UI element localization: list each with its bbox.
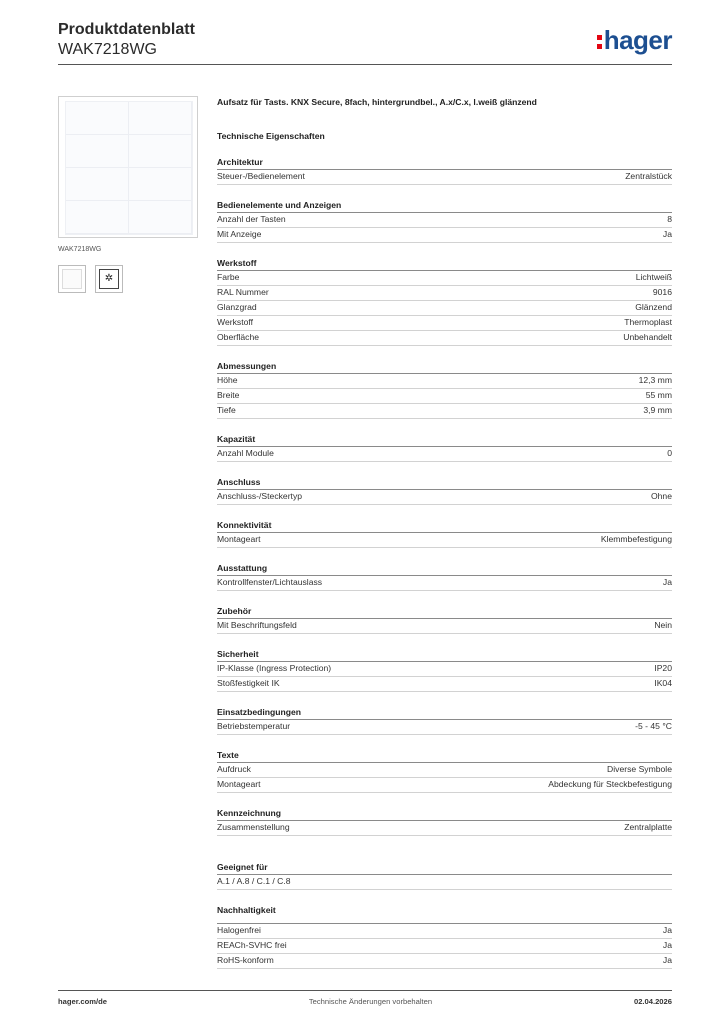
section-title: Einsatzbedingungen: [217, 707, 672, 720]
property-label: Halogenfrei: [217, 925, 261, 935]
property-section: [217, 200, 672, 243]
document-header: [58, 20, 195, 60]
property-row: [217, 389, 672, 404]
property-section: [217, 434, 672, 462]
property-row: [217, 301, 672, 316]
property-section: [217, 808, 672, 836]
product-description: Aufsatz für Tasts. KNX Secure, 8fach, hintergrundbel., A.x/C.x, l.weiß glänzend: [217, 97, 537, 107]
property-label: Zusammenstellung: [217, 822, 290, 832]
section-title: Abmessungen: [217, 361, 672, 374]
property-label: Werkstoff: [217, 317, 253, 327]
property-value: Zentralplatte: [624, 822, 672, 832]
property-row: [217, 924, 672, 939]
property-label: Stoßfestigkeit IK: [217, 678, 280, 688]
property-section: [217, 563, 672, 591]
property-row: [217, 374, 672, 389]
disclaimer: Technische Änderungen vorbehalten: [308, 997, 433, 1006]
property-row: [217, 228, 672, 243]
section-title: Sicherheit: [217, 649, 672, 662]
logo-text: hager: [603, 25, 672, 55]
property-value: Lichtweiß: [635, 272, 672, 282]
property-row: [217, 954, 672, 969]
property-label: Montageart: [217, 534, 261, 544]
property-section: [217, 157, 672, 185]
property-label: Montageart: [217, 779, 261, 789]
property-value: Glänzend: [635, 302, 672, 312]
property-row: [217, 576, 672, 591]
property-value: Ohne: [650, 491, 672, 501]
property-value: Ja: [662, 955, 672, 965]
property-section: [217, 750, 672, 793]
property-label: IP-Klasse (Ingress Protection): [217, 663, 332, 673]
property-value: Ja: [662, 925, 672, 935]
property-section: [217, 649, 672, 692]
section-title: Kennzeichnung: [217, 808, 672, 821]
technical-properties-heading: Technische Eigenschaften: [217, 131, 325, 141]
property-row: [217, 447, 672, 462]
property-row: [217, 533, 672, 548]
property-value: Thermoplast: [624, 317, 672, 327]
thumbnail-strip: [58, 265, 198, 293]
lamp-icon-thumbnail[interactable]: [95, 265, 123, 293]
product-plate-illustration: [65, 101, 193, 235]
property-row: [217, 286, 672, 301]
property-label: RAL Nummer: [217, 287, 269, 297]
page-title: Produktdatenblatt: [58, 21, 195, 38]
property-label: Anzahl der Tasten: [217, 214, 286, 224]
property-row: [217, 821, 672, 836]
product-image: [58, 96, 198, 238]
property-section: [217, 258, 672, 346]
property-row: [217, 490, 672, 505]
property-label: Oberfläche: [217, 332, 260, 342]
website-link[interactable]: hager.com/de: [58, 997, 107, 1006]
product-image-column: [58, 96, 198, 293]
property-label: RoHS-konform: [217, 955, 274, 965]
properties-column: [217, 96, 672, 969]
property-row: [217, 662, 672, 677]
property-row: [217, 720, 672, 735]
property-label: Anschluss-/Steckertyp: [217, 491, 303, 501]
property-value: Abdeckung für Steckbefestigung: [548, 779, 672, 789]
section-title: Ausstattung: [217, 563, 672, 576]
property-row: [217, 331, 672, 346]
property-row: [217, 939, 672, 954]
lamp-icon: ✲: [99, 269, 119, 289]
property-value: 8: [667, 214, 672, 224]
product-image-caption: WAK7218WG: [58, 246, 102, 253]
document-date: 02.04.2026: [633, 997, 672, 1006]
property-label: Aufdruck: [217, 764, 251, 774]
property-value: Ja: [662, 229, 672, 239]
property-value: Zentralstück: [625, 171, 672, 181]
property-section: [217, 606, 672, 634]
section-title: Nachhaltigkeit: [217, 905, 276, 915]
header-divider: [58, 64, 672, 65]
property-value: A.1 / A.8 / C.1 / C.8: [217, 876, 291, 886]
property-row: [217, 170, 672, 185]
section-title: Werkstoff: [217, 258, 672, 271]
property-row: [217, 271, 672, 286]
property-label: Glanzgrad: [217, 302, 257, 312]
property-value: 3,9 mm: [643, 405, 672, 415]
property-section: [217, 707, 672, 735]
property-value: Nein: [654, 620, 672, 630]
section-title: Geeignet für: [217, 862, 672, 875]
property-row: [217, 404, 672, 419]
property-row: [217, 619, 672, 634]
property-row: [217, 316, 672, 331]
property-value: -5 - 45 °C: [635, 721, 672, 731]
section-title: Kapazität: [217, 434, 672, 447]
section-title: Texte: [217, 750, 672, 763]
hager-logo: [597, 26, 672, 54]
property-value: Ja: [662, 940, 672, 950]
product-thumbnail[interactable]: [58, 265, 86, 293]
property-value: Unbehandelt: [623, 332, 672, 342]
property-value: 12,3 mm: [638, 375, 672, 385]
property-value: 55 mm: [645, 390, 672, 400]
property-label: Betriebstemperatur: [217, 721, 291, 731]
property-row: [217, 763, 672, 778]
property-row: [217, 677, 672, 692]
property-sections: [217, 157, 672, 836]
property-value: 0: [667, 448, 672, 458]
property-value: IP20: [654, 663, 672, 673]
section-title: Anschluss: [217, 477, 672, 490]
property-row: [217, 778, 672, 793]
section-title: Konnektivität: [217, 520, 672, 533]
property-value: Klemmbefestigung: [600, 534, 672, 544]
property-label: Kontrollfenster/Lichtauslass: [217, 577, 323, 587]
footer-divider: [58, 990, 672, 991]
property-label: Farbe: [217, 272, 240, 282]
footer: [58, 997, 672, 1006]
property-row: [217, 875, 672, 890]
property-label: Mit Anzeige: [217, 229, 262, 239]
section-sustainability: [217, 905, 672, 969]
property-label: Tiefe: [217, 405, 236, 415]
property-label: Anzahl Module: [217, 448, 274, 458]
property-section: [217, 520, 672, 548]
property-label: Steuer-/Bedienelement: [217, 171, 305, 181]
property-section: [217, 361, 672, 419]
section-title: Zubehör: [217, 606, 672, 619]
property-row: [217, 213, 672, 228]
property-value: 9016: [652, 287, 672, 297]
property-label: Breite: [217, 390, 240, 400]
property-value: IK04: [654, 678, 672, 688]
section-title: Architektur: [217, 157, 672, 170]
property-label: Mit Beschriftungsfeld: [217, 620, 297, 630]
section-title: Bedienelemente und Anzeigen: [217, 200, 672, 213]
property-label: REACh-SVHC frei: [217, 940, 287, 950]
property-section: [217, 477, 672, 505]
property-value: Diverse Symbole: [607, 764, 672, 774]
property-value: Ja: [662, 577, 672, 587]
logo-dots-icon: [597, 35, 602, 49]
product-number: WAK7218WG: [58, 41, 157, 58]
section-suitable: [217, 862, 672, 890]
property-label: Höhe: [217, 375, 238, 385]
